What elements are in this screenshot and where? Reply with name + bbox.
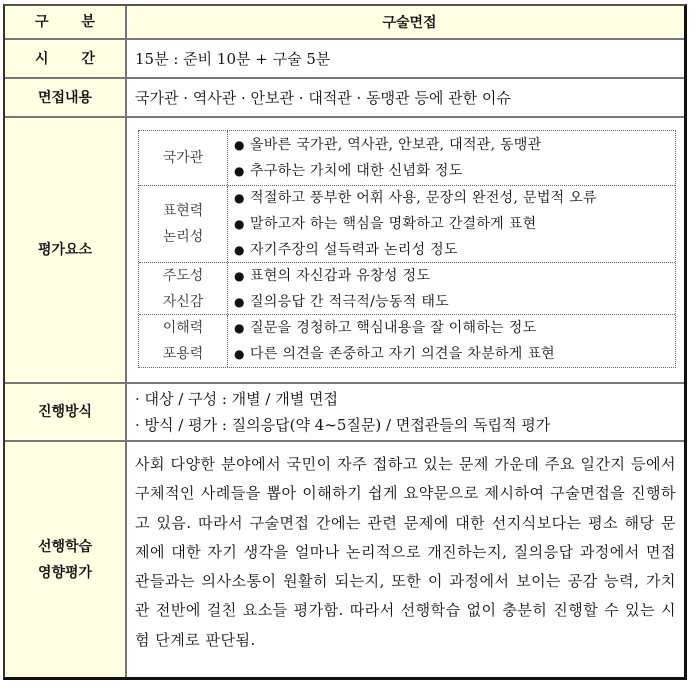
criteria-item-text: 말하고자 하는 핵심을 명확하고 간결하게 표현 xyxy=(250,216,537,232)
content-label: 면접내용 xyxy=(37,89,93,106)
criteria-label-line: 논리성 xyxy=(162,229,204,245)
criteria-items xyxy=(228,263,675,314)
criteria-label xyxy=(139,263,228,314)
evaluation-label: 평가요소 xyxy=(37,242,93,258)
content-value-cell xyxy=(129,79,684,116)
procedure-value-cell xyxy=(129,384,684,440)
time-row xyxy=(5,40,684,79)
time-label: 시 간 xyxy=(35,50,109,67)
criteria-label-line: 표현력 xyxy=(162,203,204,219)
header-value: 구술면접 xyxy=(382,15,437,31)
evaluation-row xyxy=(5,118,684,384)
bullet-icon: ● xyxy=(234,138,245,152)
content-label-cell xyxy=(5,79,127,116)
procedure-row xyxy=(5,384,684,442)
header-label-cell xyxy=(5,6,127,38)
criteria-item-text: 질의응답 간 적극적/능동적 태도 xyxy=(250,293,449,310)
criteria-label-line: 이해력 xyxy=(162,320,204,336)
criteria-item-text: 추구하는 가치에 대한 신념화 정도 xyxy=(250,163,463,179)
prior-learning-label-line: 선행학습 xyxy=(37,538,93,555)
criteria-item xyxy=(234,237,675,263)
bullet-icon: ● xyxy=(234,191,245,205)
criteria-item xyxy=(234,263,675,289)
criteria-item xyxy=(234,289,675,315)
bullet-icon: ● xyxy=(234,347,245,361)
evaluation-label-cell xyxy=(5,118,127,382)
criteria-item xyxy=(234,315,675,341)
procedure-line: · 방식 / 평가 : 질의응답(약 4~5질문) / 면접관들의 독립적 평가 xyxy=(135,416,551,434)
criteria-item xyxy=(234,132,675,158)
prior-learning-row xyxy=(5,442,684,677)
criteria-label xyxy=(139,131,228,185)
criteria-item xyxy=(234,185,675,211)
procedure-line: · 대상 / 구성 : 개별 / 개별 면접 xyxy=(135,390,338,408)
criteria-items xyxy=(228,186,675,262)
content-value: 국가관 · 역사관 · 안보관 · 대적관 · 동맹관 등에 관한 이슈 xyxy=(135,89,511,107)
time-value-cell xyxy=(129,40,684,77)
procedure-label: 진행방식 xyxy=(37,404,93,420)
criteria-items xyxy=(228,315,675,367)
evaluation-criteria-table xyxy=(138,130,676,368)
time-value: 15분 : 준비 10분 + 구술 5분 xyxy=(135,50,331,68)
header-row xyxy=(5,6,684,40)
criteria-label-line: 포용력 xyxy=(162,346,204,362)
prior-learning-label-cell xyxy=(5,442,127,677)
criteria-row xyxy=(139,263,675,315)
criteria-row xyxy=(139,315,675,367)
criteria-label-text: 국가관 xyxy=(162,150,204,166)
prior-learning-text: 사회 다양한 분야에서 국민이 자주 접하고 있는 문제 가운데 주요 일간지 등에서 구체적인 사례들을 뽑아 이해하기 쉽게 요약문으로 제시하여 구술면접을 진행하고 있음. 따라서 구술면접 간에는 관련 문제에 대한 선지식보다는 평소 해당 문제에 대한 자기 생각을 얼마나 논리적으로 개진하는지, 질의응답 과정에서 면접관들과는 의사소통이 원활히 되는지, 또한 이 과정에서 보이는 공감 능력, 가치관 전반에 걸친 요소들 평가함. 따라서 선행학습 없이 충분히 진행할 수 있는 시험 단계로 판단됨. xyxy=(135,455,676,649)
criteria-item-text: 올바른 국가관, 역사관, 안보관, 대적관, 동맹관 xyxy=(250,137,542,153)
criteria-item-text: 질문을 경청하고 핵심내용을 잘 이해하는 정도 xyxy=(250,320,537,336)
header-value-cell xyxy=(129,6,684,38)
criteria-item-text: 적절하고 풍부한 어휘 사용, 문장의 완전성, 문법적 오류 xyxy=(250,190,597,206)
bullet-icon: ● xyxy=(234,243,245,257)
criteria-item xyxy=(234,341,675,367)
criteria-item-text: 자기주장의 설득력과 논리성 정도 xyxy=(250,242,458,258)
oral-interview-table xyxy=(3,4,687,680)
time-label-cell xyxy=(5,40,127,77)
criteria-label xyxy=(139,186,228,262)
criteria-item xyxy=(234,158,675,184)
criteria-label xyxy=(139,315,228,367)
bullet-icon: ● xyxy=(234,294,245,309)
criteria-item xyxy=(234,211,675,237)
bullet-icon: ● xyxy=(234,268,245,283)
procedure-label-cell xyxy=(5,384,127,440)
header-label: 구 분 xyxy=(35,14,109,30)
bullet-icon: ● xyxy=(234,321,245,335)
bullet-icon: ● xyxy=(234,217,245,231)
content-row xyxy=(5,79,684,118)
bullet-icon: ● xyxy=(234,164,245,178)
criteria-item-text: 표현의 자신감과 유창성 정도 xyxy=(250,267,431,284)
evaluation-value-cell xyxy=(129,118,684,382)
criteria-label-line: 자신감 xyxy=(162,293,204,310)
criteria-row xyxy=(139,131,675,186)
criteria-row xyxy=(139,186,675,263)
prior-learning-label-line: 영향평가 xyxy=(37,564,93,581)
criteria-item-text: 다른 의견을 존중하고 자기 의견을 차분하게 표현 xyxy=(250,346,555,362)
criteria-label-line: 주도성 xyxy=(162,267,204,284)
criteria-items xyxy=(228,131,675,185)
